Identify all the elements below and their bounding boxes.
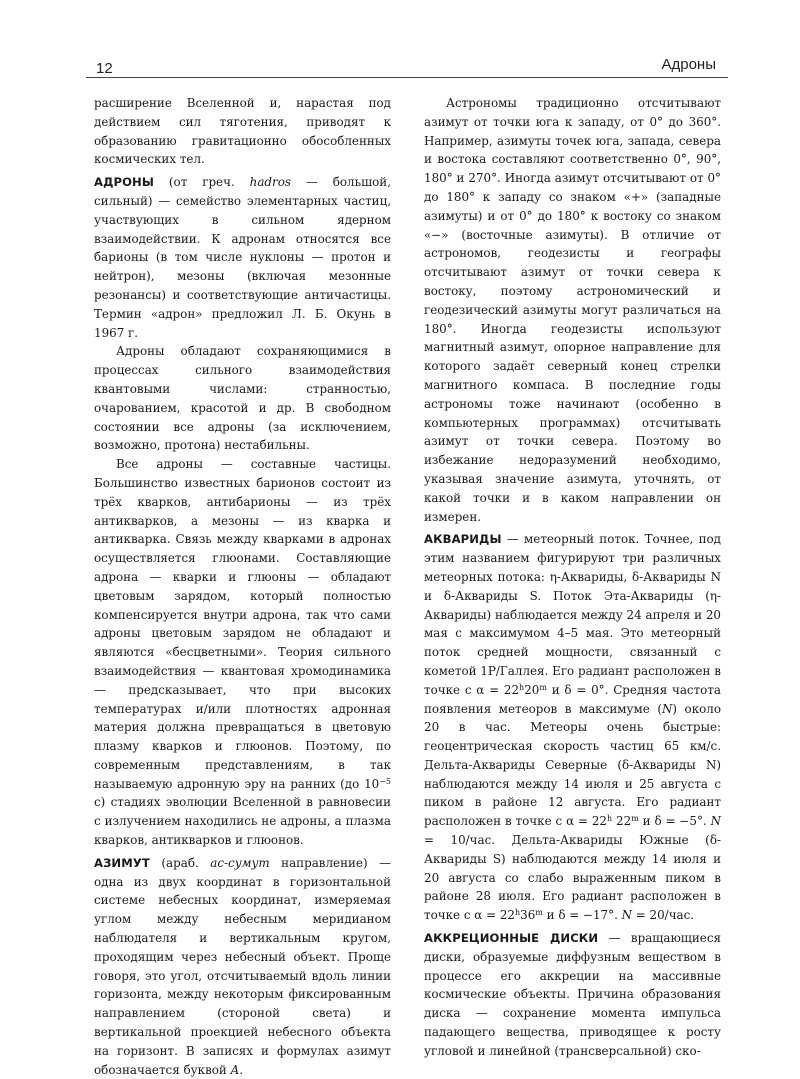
paragraph: Астрономы традиционно отсчитывают азимут от точки юга к западу, от 0° до 360°. Например, азимуты точек юга, запада, севера и востока составляют соответственно 0°, 90°, 180° и 270°. Иногда азимут отсчитывают от 0° до 180° к западу со знаком «+» (западные азимуты) и от 0° до 180° к востоку со знаком «−» (восточные азимуты). В отличие от астрономов, геодезисты и географы отсчитывают азимут от точки севера к востоку, поэтому астрономический и геодезический азимуты могут различаться на 180°. Иногда геодезисты используют магнитный азимут, опорное направление для которого задаёт северный конец стрелки магнитного компаса. В последние годы астрономы тоже начинают (особенно в компьютерных программах) отсчитывать азимут от точки севера. Поэтому во избежание недоразумений необходимо, указывая значение азимута, уточнять, от какой точки и в каком направлении он измерен.	[424, 96, 721, 524]
entry-term-adrony: АДРОНЫ	[94, 175, 154, 190]
exponent: −5	[379, 776, 391, 786]
paragraph-continued: расширение Вселенной и, нарастая под действием сил тяготения, приводят к образованию гравитационно обособленных космических тел.	[94, 96, 391, 167]
entry-term-akkrecionnye-diski: АККРЕЦИОННЫЕ ДИСКИ	[424, 931, 599, 946]
superscript: h	[514, 908, 521, 918]
paragraph: Адроны обладают сохраняющимися в процессах сильного взаимодействия квантовыми числами: странностью, очарованием, красотой и др. В свободном состоянии все адроны (за исключением, возможно, протона) нестабильны.	[94, 344, 391, 453]
entry-akvaridy	[424, 530, 721, 925]
entry-text: ) около 20 в час. Метеоры очень быстрые: геоцентрическая скорость частиц 65 км/с. Дельта-Аквариды Северные (δ-Аквариды N) наблюдаются между 14 июля и 25 августа с пиком в районе 12 августа. Его радиант расположен в точке с α = 22	[424, 701, 721, 829]
entry-term-azimut: АЗИМУТ	[94, 855, 150, 870]
entry-akkrecionnye-diski	[424, 929, 721, 1061]
paragraph-text: Все адроны — составные частицы. Большинство известных барионов состоит из трёх кварков, антибарионы — из трёх антикварков, а мезоны — из кварка и антикварка. Связь между кварками в адронах осуществляется глюонами. Составляющие адрона — кварки и глюоны — обладают цветовым зарядом, который полностью компенсируется внутри адрона, так что сами адроны цветовым зарядом не обладают и являются «бесцветными». Теория сильного взаимодействия — квантовая хромодинамика — предсказывает, что при высоких температурах и/или плотностях адронная материя должна превращаться в цветовую плазму кварков и глюонов. Поэтому, по современным представлениям, в так называемую адронную эру на ранних (до 10	[94, 457, 391, 791]
symbol-letter: N	[621, 908, 633, 923]
paragraph	[94, 455, 391, 850]
entry-text: направление) — одна из двух координат в горизонтальной системе небесных координат, измеряемая углом между небесным меридианом наблюдателя и вертикальным кругом, проходящим через небесный объект. Проще говоря, это угол, отсчитываемый вдоль линии горизонта, между некоторым фиксированным направлением (стороной света) и вертикальной проекцией небесного объекта на горизонт. В записях и формулах азимут обозначается буквой	[94, 855, 391, 1077]
entry-text: — большой, сильный) — семейство элементарных частиц, участвующих в сильном ядерном взаимодействии. К адронам относятся все барионы (в том числе нуклоны — протон и нейтрон), мезоны (включая мезонные резонансы) и соответствующие античастицы. Термин «адрон» предложил Л. Б. Окунь в 1967 г.	[94, 175, 392, 340]
right-column	[424, 94, 721, 1061]
entry-adrony	[94, 173, 391, 342]
entry-text: (от греч.	[153, 175, 250, 190]
etymology-word: ас-сумут	[210, 855, 270, 870]
superscript: m	[631, 814, 639, 824]
entry-text: .	[239, 1062, 244, 1077]
entry-text: 22	[612, 814, 632, 829]
entry-azimut	[94, 854, 391, 1079]
entry-text: — вращающиеся диски, образуемые диффузным веществом в процессе его аккреции на массивные космические объекты. Причина образования диска — сохранение момента импульса падающего вещества, приводящее к росту угловой и линейной (трансверсальной) ско-	[424, 931, 721, 1058]
entry-text: и δ = −5°.	[638, 814, 711, 829]
left-column	[94, 94, 391, 1079]
superscript: h	[607, 814, 613, 824]
entry-text: и δ = −17°.	[542, 908, 622, 923]
paragraph-text: с) стадиях эволюции Вселенной в равновесии с излучением находились не адроны, а плазма кварков, антикварков и глюонов.	[94, 795, 391, 848]
entry-text: и δ = 0°. Средняя частота появления метеоров в максимуме (	[424, 682, 721, 716]
entry-text: 36	[520, 908, 536, 923]
entry-text: 20	[524, 682, 540, 697]
entry-term-akvaridy: АКВАРИДЫ	[424, 532, 502, 547]
entry-text: = 10/час. Дельта-Аквариды Южные (δ-Аквариды S) наблюдаются между 14 июля и 20 августа со слабо выраженным пиком в районе 28 июля. Его радиант расположен в точке с α = 22	[424, 833, 721, 923]
running-title: Адроны	[661, 56, 716, 73]
superscript: m	[535, 908, 543, 918]
superscript: h	[519, 682, 525, 692]
entry-text: = 20/час.	[632, 908, 695, 923]
header-rule	[86, 77, 728, 78]
etymology-word: hadros	[249, 175, 291, 190]
symbol-letter: N	[661, 701, 673, 716]
entry-text: — метеорный поток. Точнее, под этим названием фигурируют три различных метеорных потока: η-Аквариды, δ-Аквариды N и δ-Аквариды S. Поток Эта-Аквариды (η-Аквариды) наблюдается между 24 апреля и 20 мая с максимумом 4–5 мая. Это метеорный поток средней мощности, связанный с кометой 1P/Галлея. Его радиант расположен в точке с α = 22	[424, 532, 721, 697]
page-number: 12	[96, 60, 113, 77]
superscript: m	[539, 682, 547, 692]
symbol-letter: N	[710, 814, 721, 829]
symbol-letter: A	[230, 1062, 240, 1077]
entry-text: (араб.	[149, 855, 211, 870]
